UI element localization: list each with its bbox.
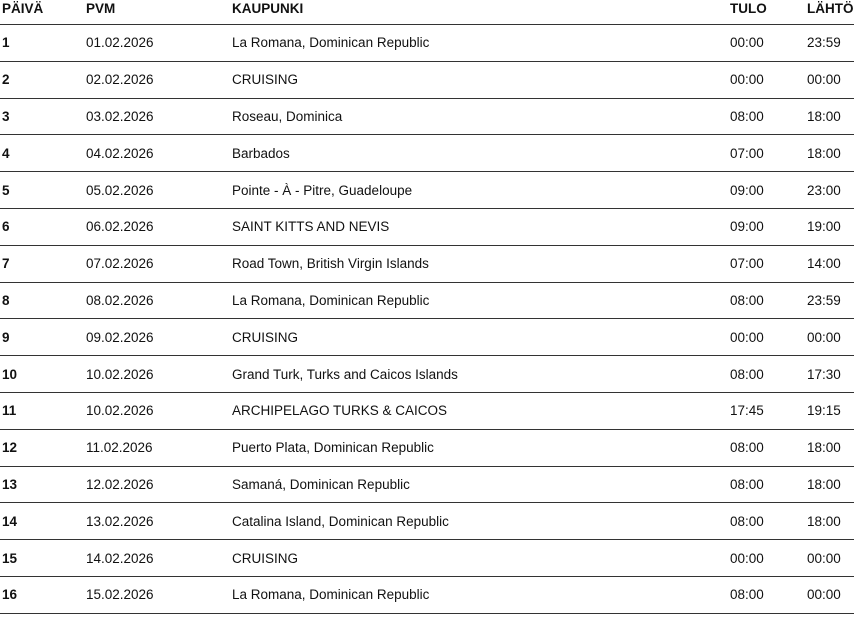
arrival-cell: 08:00 [728, 466, 805, 503]
city-cell: CRUISING [230, 61, 728, 98]
table-row [0, 282, 854, 319]
date-cell: 03.02.2026 [84, 98, 230, 135]
arrival-cell: 09:00 [728, 172, 805, 209]
city-cell: Puerto Plata, Dominican Republic [230, 429, 728, 466]
arrival-cell: 00:00 [728, 319, 805, 356]
day-cell: 2 [0, 61, 84, 98]
date-cell: 02.02.2026 [84, 61, 230, 98]
table-row [0, 356, 854, 393]
table-row [0, 503, 854, 540]
departure-cell: 00:00 [805, 61, 854, 98]
city-cell: La Romana, Dominican Republic [230, 576, 728, 613]
arrival-cell: 08:00 [728, 282, 805, 319]
date-cell: 10.02.2026 [84, 356, 230, 393]
day-cell: 11 [0, 392, 84, 429]
day-cell: 16 [0, 576, 84, 613]
date-cell: 01.02.2026 [84, 25, 230, 62]
day-cell: 6 [0, 208, 84, 245]
city-cell: CRUISING [230, 540, 728, 577]
day-cell: 5 [0, 172, 84, 209]
day-cell: 7 [0, 245, 84, 282]
departure-cell: 00:00 [805, 319, 854, 356]
date-cell: 05.02.2026 [84, 172, 230, 209]
city-cell: Grand Turk, Turks and Caicos Islands [230, 356, 728, 393]
departure-cell: 00:00 [805, 540, 854, 577]
table-row [0, 392, 854, 429]
city-cell: SAINT KITTS AND NEVIS [230, 208, 728, 245]
city-cell: ARCHIPELAGO TURKS & CAICOS [230, 392, 728, 429]
city-cell: La Romana, Dominican Republic [230, 282, 728, 319]
arrival-cell: 08:00 [728, 356, 805, 393]
day-cell: 15 [0, 540, 84, 577]
departure-cell: 23:00 [805, 172, 854, 209]
table-row [0, 61, 854, 98]
departure-cell: 18:00 [805, 135, 854, 172]
date-cell: 06.02.2026 [84, 208, 230, 245]
date-cell: 12.02.2026 [84, 466, 230, 503]
table-header [0, 0, 854, 25]
departure-cell: 19:15 [805, 392, 854, 429]
header-day: PÄIVÄ [0, 0, 84, 25]
header-date: PVM [84, 0, 230, 25]
table-body [0, 25, 854, 614]
departure-cell: 14:00 [805, 245, 854, 282]
arrival-cell: 08:00 [728, 98, 805, 135]
table-row [0, 576, 854, 613]
arrival-cell: 08:00 [728, 576, 805, 613]
day-cell: 10 [0, 356, 84, 393]
table-row [0, 135, 854, 172]
day-cell: 8 [0, 282, 84, 319]
departure-cell: 18:00 [805, 466, 854, 503]
header-city: KAUPUNKI [230, 0, 728, 25]
day-cell: 12 [0, 429, 84, 466]
day-cell: 1 [0, 25, 84, 62]
date-cell: 07.02.2026 [84, 245, 230, 282]
city-cell: La Romana, Dominican Republic [230, 25, 728, 62]
table-row [0, 466, 854, 503]
arrival-cell: 07:00 [728, 135, 805, 172]
date-cell: 10.02.2026 [84, 392, 230, 429]
city-cell: Catalina Island, Dominican Republic [230, 503, 728, 540]
day-cell: 3 [0, 98, 84, 135]
header-row [0, 0, 854, 25]
arrival-cell: 08:00 [728, 429, 805, 466]
date-cell: 13.02.2026 [84, 503, 230, 540]
departure-cell: 18:00 [805, 429, 854, 466]
date-cell: 14.02.2026 [84, 540, 230, 577]
arrival-cell: 00:00 [728, 540, 805, 577]
departure-cell: 23:59 [805, 25, 854, 62]
city-cell: Road Town, British Virgin Islands [230, 245, 728, 282]
table-row [0, 172, 854, 209]
arrival-cell: 00:00 [728, 61, 805, 98]
city-cell: Barbados [230, 135, 728, 172]
table-row [0, 25, 854, 62]
day-cell: 13 [0, 466, 84, 503]
arrival-cell: 09:00 [728, 208, 805, 245]
departure-cell: 17:30 [805, 356, 854, 393]
day-cell: 4 [0, 135, 84, 172]
day-cell: 14 [0, 503, 84, 540]
city-cell: Roseau, Dominica [230, 98, 728, 135]
departure-cell: 00:00 [805, 576, 854, 613]
table-row [0, 98, 854, 135]
date-cell: 08.02.2026 [84, 282, 230, 319]
arrival-cell: 17:45 [728, 392, 805, 429]
departure-cell: 18:00 [805, 503, 854, 540]
day-cell: 9 [0, 319, 84, 356]
arrival-cell: 00:00 [728, 25, 805, 62]
table-row [0, 319, 854, 356]
date-cell: 11.02.2026 [84, 429, 230, 466]
departure-cell: 23:59 [805, 282, 854, 319]
table-row [0, 245, 854, 282]
date-cell: 15.02.2026 [84, 576, 230, 613]
city-cell: CRUISING [230, 319, 728, 356]
arrival-cell: 08:00 [728, 503, 805, 540]
departure-cell: 19:00 [805, 208, 854, 245]
city-cell: Samaná, Dominican Republic [230, 466, 728, 503]
departure-cell: 18:00 [805, 98, 854, 135]
city-cell: Pointe - À - Pitre, Guadeloupe [230, 172, 728, 209]
table-row [0, 540, 854, 577]
header-departure: LÄHTÖ [805, 0, 854, 25]
table-row [0, 429, 854, 466]
arrival-cell: 07:00 [728, 245, 805, 282]
date-cell: 09.02.2026 [84, 319, 230, 356]
header-arrival: TULO [728, 0, 805, 25]
date-cell: 04.02.2026 [84, 135, 230, 172]
table-row [0, 208, 854, 245]
